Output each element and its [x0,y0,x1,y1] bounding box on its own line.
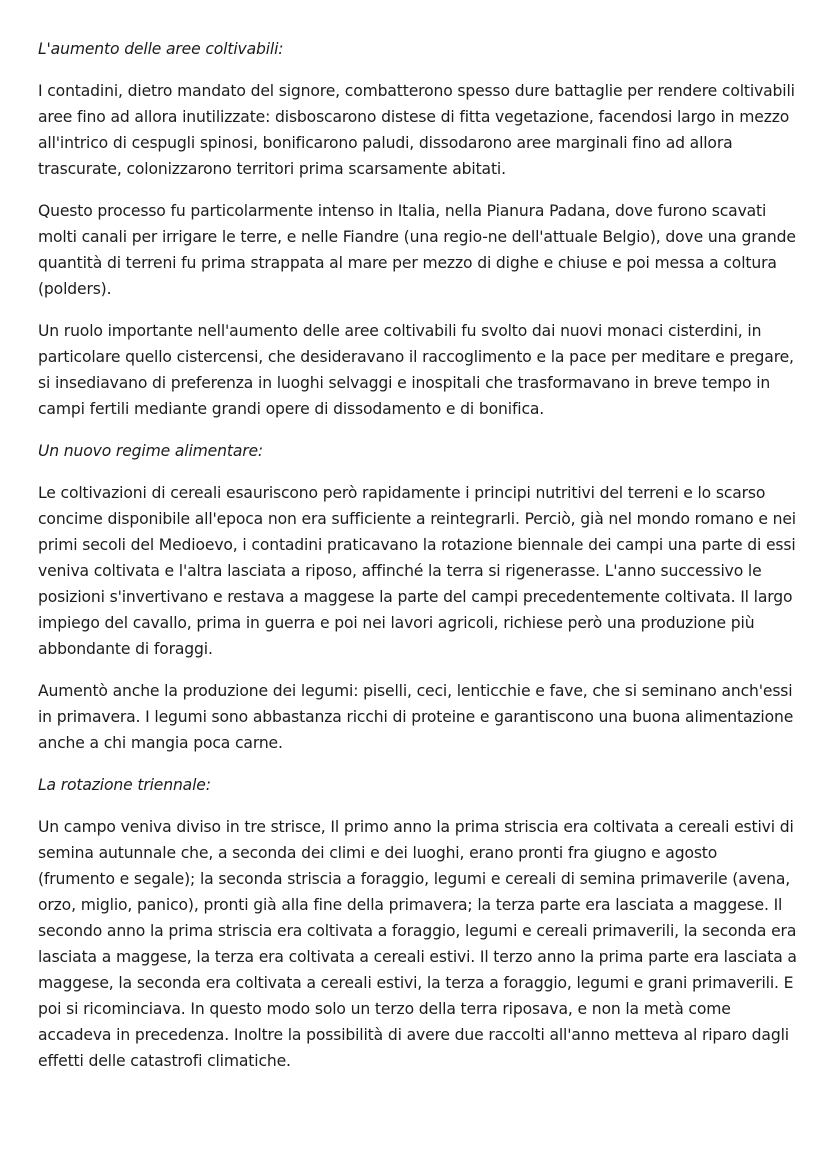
document-page [38,36,798,1090]
paragraph: Questo processo fu particolarmente intenso in Italia, nella Pianura Padana, dove furono scavati molti canali per irrigare le terre, e nelle Fiandre (una regio-ne dell'attuale Belgio), dove una grande quantità di terreni fu prima strappata al mare per mezzo di dighe e chiuse e poi messa a coltura (polders). [38,202,796,298]
section-heading-rotazione-triennale: La rotazione triennale: [38,776,211,794]
paragraph: Aumentò anche la produzione dei legumi: piselli, ceci, lenticchie e fave, che si seminano anch'essi in primavera. I legumi sono abbastanza ricchi di proteine e garantiscono una buona alimentazione anche a chi mangia poca carne. [38,682,794,752]
paragraph: Le coltivazioni di cereali esauriscono però rapidamente i principi nutritivi del terreni e lo scarso concime disponibile all'epoca non era sufficiente a reintegrarli. Perciò, già nel mondo romano e nei primi secoli del Medioevo, i contadini praticavano la rotazione biennale dei campi una parte di essi veniva coltivata e l'altra lasciata a riposo, affinché la terra si rigenerasse. L'anno successivo le posizioni s'invertivano e restava a maggese la parte del campi precedentemente coltivata. Il largo impiego del cavallo, prima in guerra e poi nei lavori agricoli, richiese però una produzione più abbondante di foraggi. [38,484,796,658]
section-heading-aumento-aree: L'aumento delle aree coltivabili: [38,40,284,58]
section-heading-regime-alimentare: Un nuovo regime alimentare: [38,442,264,460]
paragraph: Un ruolo importante nell'aumento delle aree coltivabili fu svolto dai nuovi monaci cisterdini, in particolare quello cistercensi, che desideravano il raccoglimento e la pace per meditare e pregare, si insediavano di preferenza in luoghi selvaggi e inospitali che trasformavano in breve tempo in campi fertili mediante grandi opere di dissodamento e di bonifica. [38,322,794,418]
paragraph: I contadini, dietro mandato del signore, combatterono spesso dure battaglie per rendere coltivabili aree fino ad allora inutilizzate: disboscarono distese di fitta vegetazione, facendosi largo in mezzo all'intrico di cespugli spinosi, bonificarono paludi, dissodarono aree marginali fino ad allora trascurate, colonizzarono territori prima scarsamente abitati. [38,82,795,178]
paragraph: Un campo veniva diviso in tre strisce, Il primo anno la prima striscia era coltivata a cereali estivi di semina autunnale che, a seconda dei climi e dei luoghi, erano pronti fra giugno e agosto (frumento e segale); la seconda striscia a foraggio, legumi e cereali di semina primaverile (avena, orzo, miglio, panico), pronti già alla fine della primavera; la terza parte era lasciata a maggese. Il secondo anno la prima striscia era coltivata a foraggio, legumi e cereali primaverili, la seconda era lasciata a maggese, la terza era coltivata a cereali estivi. Il terzo anno la prima parte era lasciata a maggese, la seconda era coltivata a cereali estivi, la terza a foraggio, legumi e grani primaverili. E poi si ricominciava. In questo modo solo un terzo della terra riposava, e non la metà come accadeva in precedenza. Inoltre la possibilità di avere due raccolti all'anno metteva al riparo dagli effetti delle catastrofi climatiche. [38,818,797,1070]
